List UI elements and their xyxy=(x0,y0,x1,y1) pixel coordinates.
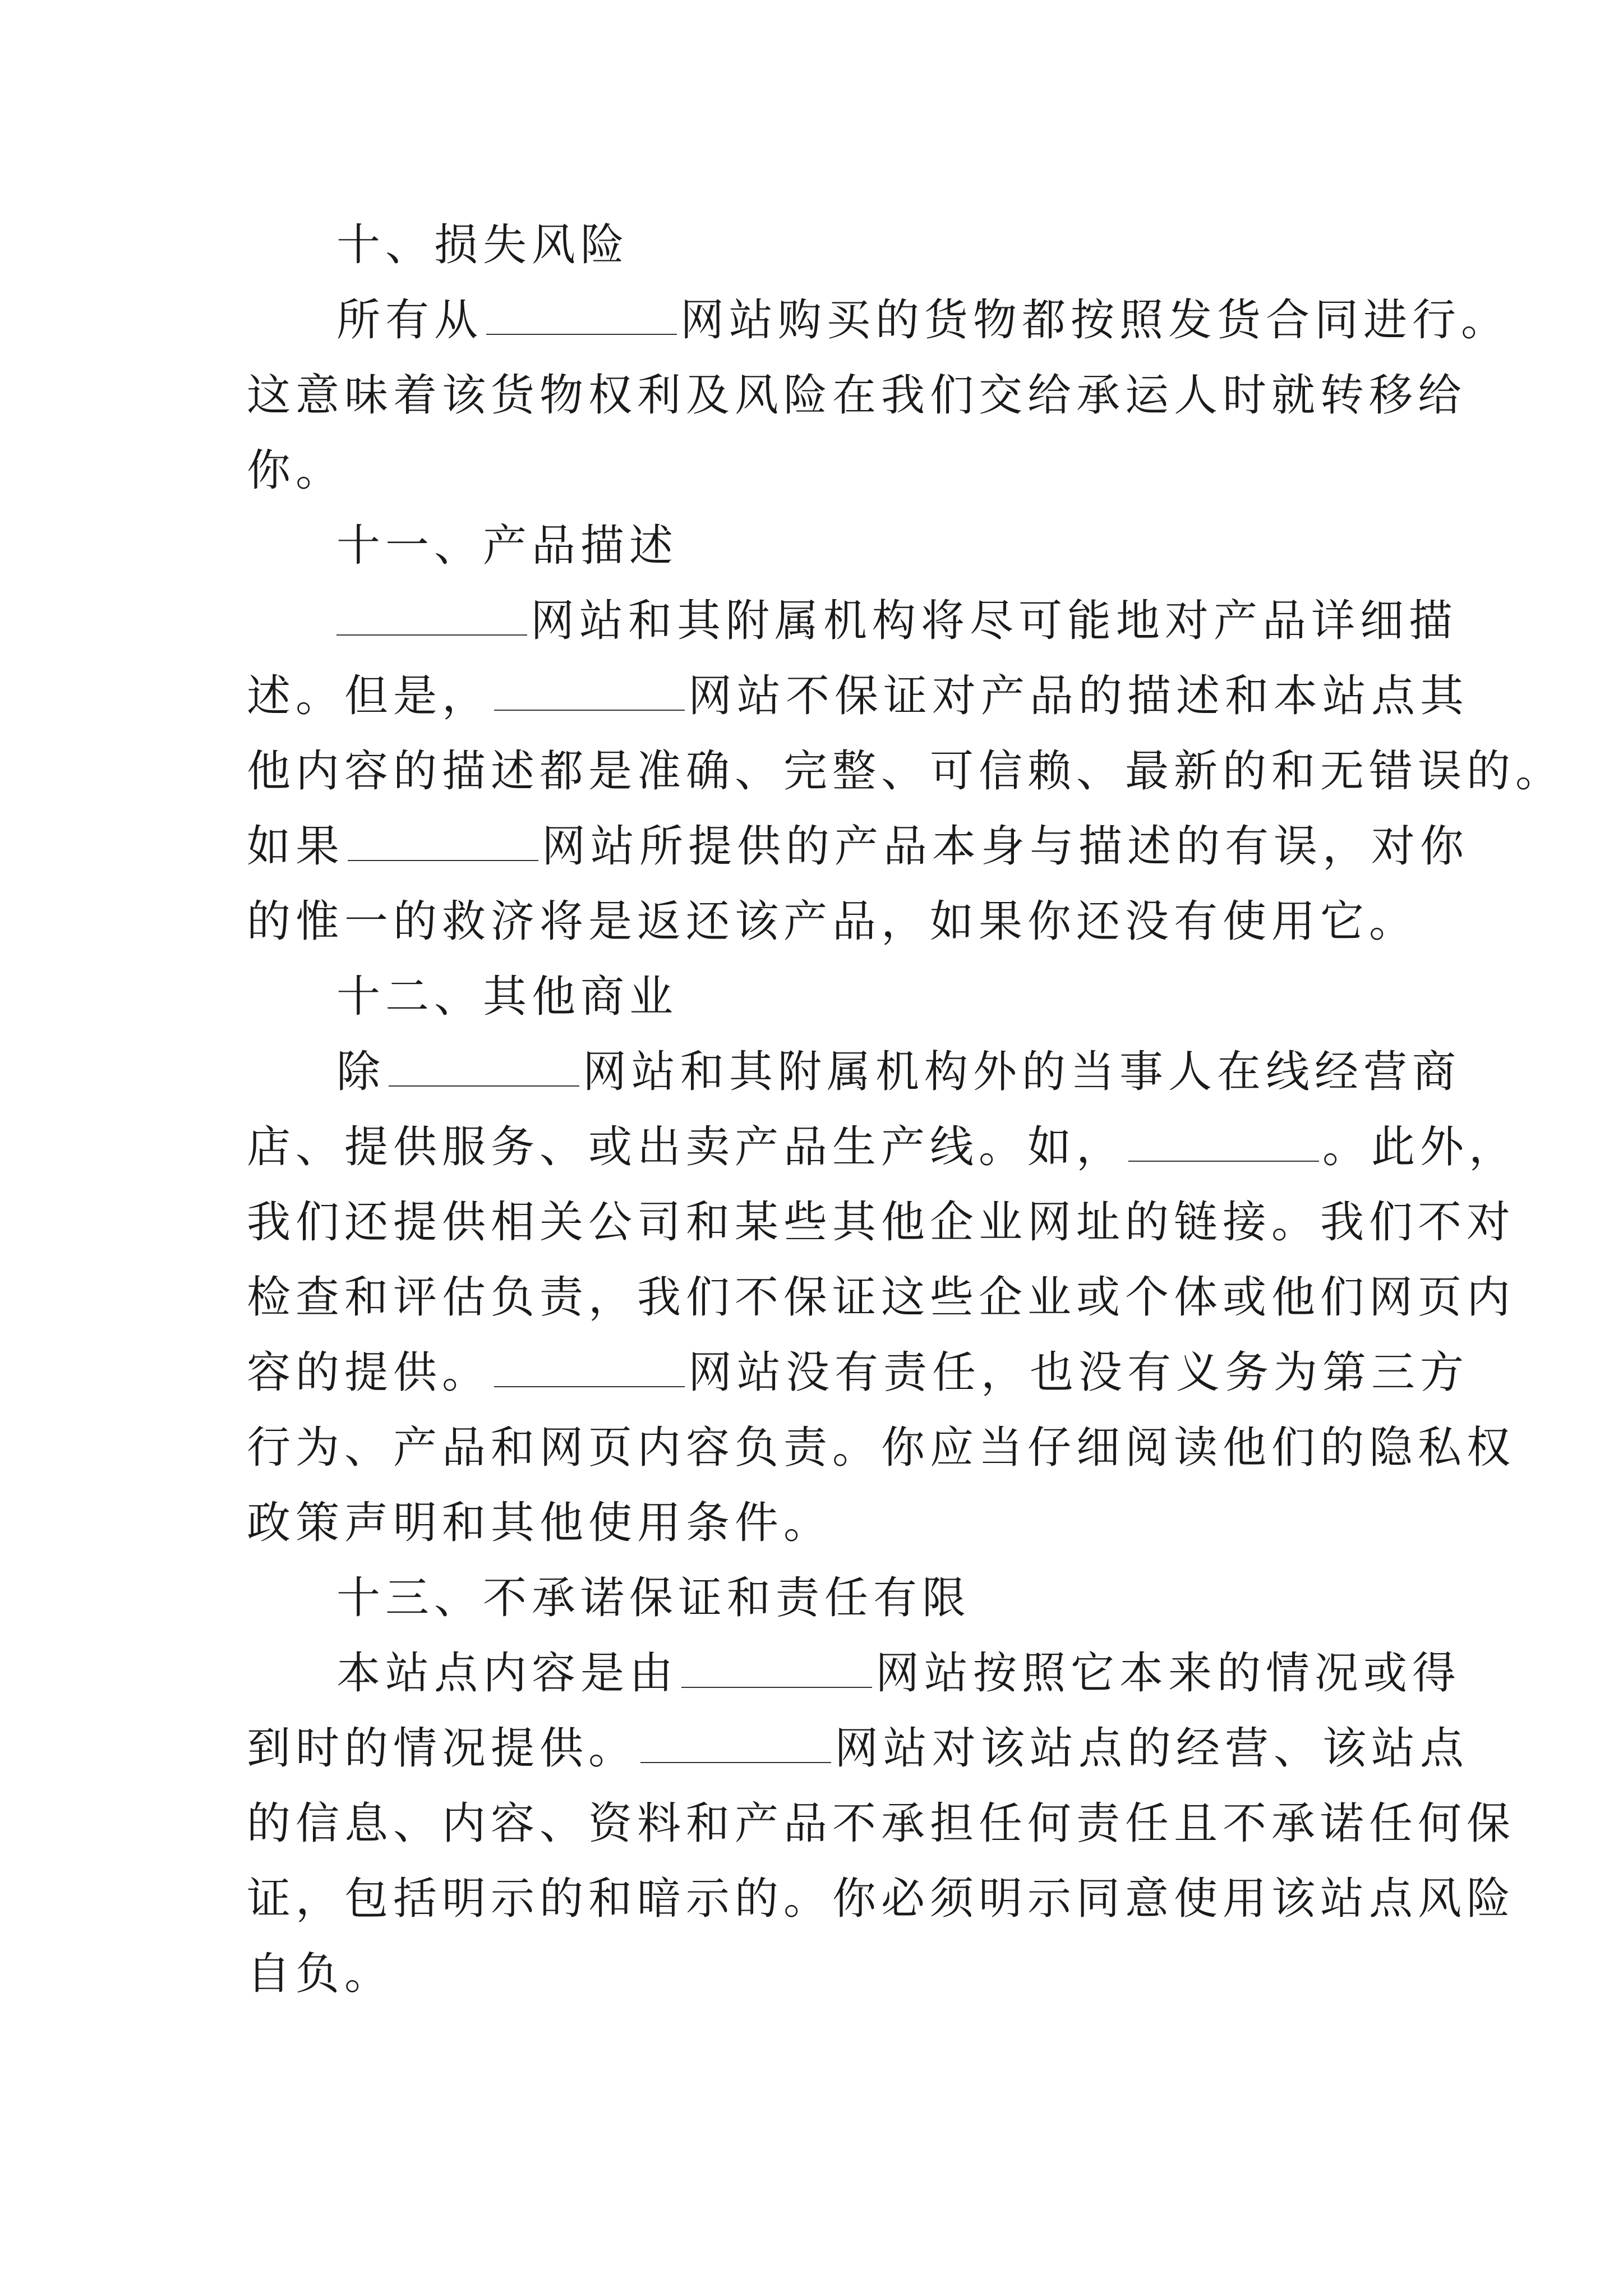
section-13-heading: 十三、不承诺保证和责任有限 xyxy=(336,1573,971,1623)
section-10-line-1 xyxy=(247,283,1510,358)
section-12-line-4: 检查和评估负责，我们不保证这些企业或个体或他们网页内 xyxy=(247,1272,1516,1323)
section-11-text: 网站所提供的产品本身与描述的有误，对你 xyxy=(542,821,1469,872)
section-12-line-7: 政策声明和其他使用条件。 xyxy=(247,1498,833,1548)
section-12-heading: 十二、其他商业 xyxy=(336,972,679,1022)
section-12-line-5 xyxy=(247,1335,1469,1410)
section-13-line-5: 自负。 xyxy=(247,1949,394,1999)
blank-field xyxy=(486,300,677,335)
section-13-text: 网站对该站点的经营、该站点 xyxy=(834,1723,1469,1774)
section-11-line-3: 他内容的描述都是准确、完整、可信赖、最新的和无错误的。 xyxy=(247,746,1565,797)
section-13-text: 网站按照它本来的情况或得 xyxy=(875,1648,1461,1699)
section-13-line-3: 的信息、内容、资料和产品不承担任何责任且不承诺任何保 xyxy=(247,1798,1516,1849)
blank-field xyxy=(494,676,685,711)
blank-field xyxy=(336,601,527,636)
section-13-line-4: 证，包括明示的和暗示的。你必须明示同意使用该站点风险 xyxy=(247,1874,1516,1924)
section-12-text: 。此外， xyxy=(1322,1122,1518,1172)
section-12-line-2 xyxy=(247,1110,1518,1185)
section-10-heading: 十、损失风险 xyxy=(336,220,630,270)
blank-field xyxy=(389,1052,579,1087)
section-13-line-2 xyxy=(247,1711,1469,1786)
section-12-line-3: 我们还提供相关公司和某些其他企业网址的链接。我们不对 xyxy=(247,1197,1516,1248)
section-12-text: 除 xyxy=(336,1047,386,1097)
blank-field xyxy=(1128,1127,1319,1162)
section-10-line-2: 这意味着该货物权利及风险在我们交给承运人时就转移给 xyxy=(247,370,1467,421)
blank-field xyxy=(494,1352,685,1387)
section-12-text: 店、提供服务、或出卖产品生产线。如， xyxy=(247,1122,1126,1172)
section-12-text: 容的提供。 xyxy=(247,1347,491,1398)
section-11-line-4 xyxy=(247,809,1469,884)
section-12-line-1 xyxy=(247,1034,1461,1110)
section-11-line-5: 的惟一的救济将是返还该产品，如果你还没有使用它。 xyxy=(247,896,1418,947)
section-11-line-1 xyxy=(247,583,1458,659)
section-11-text: 述。但是， xyxy=(247,671,491,721)
section-11-text: 网站不保证对产品的描述和本站点其 xyxy=(688,671,1469,721)
section-10-line-3: 你。 xyxy=(247,445,345,496)
blank-field xyxy=(348,826,538,861)
document-body xyxy=(247,208,1565,2012)
section-11-text: 网站和其附属机构将尽可能地对产品详细描 xyxy=(531,596,1458,646)
blank-field xyxy=(681,1653,872,1688)
section-12-line-6: 行为、产品和网页内容负责。你应当仔细阅读他们的隐私权 xyxy=(247,1423,1516,1473)
section-10-text: 网站购买的货物都按照发货合同进行。 xyxy=(680,295,1510,346)
section-12-text: 网站和其附属机构外的当事人在线经营商 xyxy=(583,1047,1461,1097)
section-11-line-2 xyxy=(247,659,1469,734)
section-11-text: 如果 xyxy=(247,821,345,872)
section-11-heading: 十一、产品描述 xyxy=(336,521,679,571)
section-13-text: 本站点内容是由 xyxy=(336,1648,679,1699)
section-13-text: 到时的情况提供。 xyxy=(247,1723,638,1774)
section-12-text: 网站没有责任，也没有义务为第三方 xyxy=(688,1347,1469,1398)
section-10-text: 所有从 xyxy=(336,295,483,346)
blank-field xyxy=(640,1728,831,1763)
section-13-line-1 xyxy=(247,1636,1461,1711)
